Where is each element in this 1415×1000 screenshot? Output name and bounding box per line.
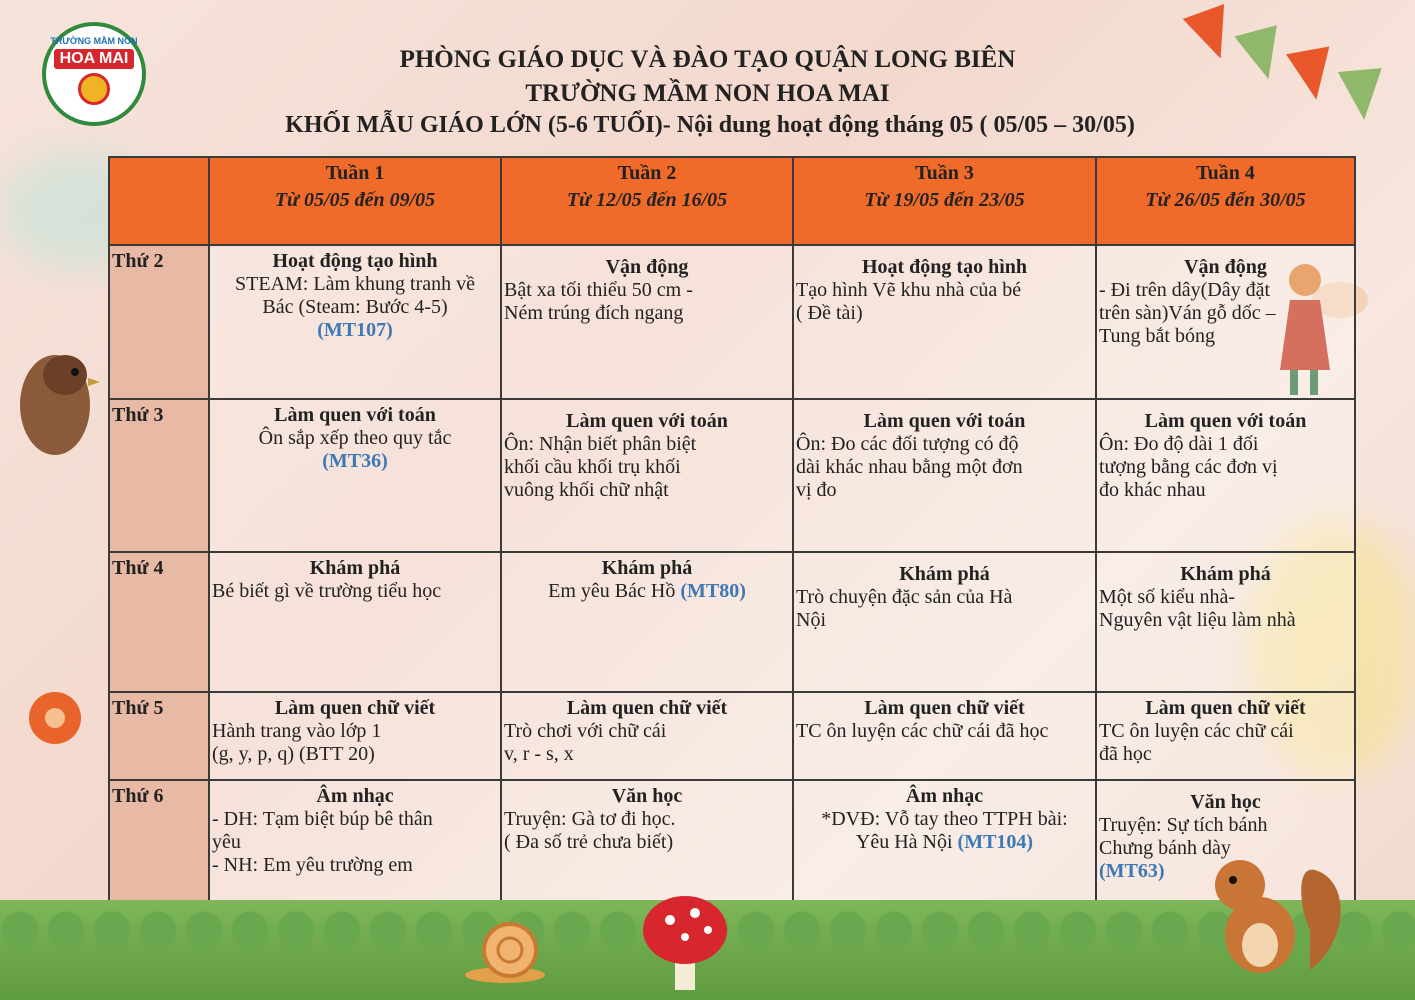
day-label: Thứ 4 xyxy=(109,552,209,692)
goal-code: (MT104) xyxy=(957,831,1034,853)
week-header: Tuần 2 Từ 12/05 đến 16/05 xyxy=(501,157,793,245)
table-row xyxy=(109,552,1355,692)
activity-cell: Làm quen chữ viết Hành trang vào lớp 1 (g, y, p, q) (BTT 20) xyxy=(209,692,501,780)
table-row xyxy=(109,245,1355,399)
activity-cell: Âm nhạc *DVĐ: Vỗ tay theo TTPH bài: Yêu Hà Nội (MT104) xyxy=(793,780,1096,932)
activity-cell: Làm quen chữ viết TC ôn luyện các chữ cái đã học xyxy=(1096,692,1355,780)
activity-cell: Làm quen với toán Ôn: Đo các đối tượng có độ dài khác nhau bằng một đơn vị đo xyxy=(793,399,1096,552)
activity-cell: Khám phá Em yêu Bác Hồ (MT80) xyxy=(501,552,793,692)
activity-cell: Làm quen với toán Ôn: Nhận biết phân biệt khối cầu khối trụ khối vuông khối chữ nhật xyxy=(501,399,793,552)
activity-cell: Vận động Bật xa tối thiểu 50 cm - Ném trúng đích ngang xyxy=(501,245,793,399)
header-line-3: KHỐI MẪU GIÁO LỚN (5-6 TUỔI)- Nội dung hoạt động tháng 05 ( 05/05 – 30/05) xyxy=(285,112,1135,138)
activity-cell: Văn học Truyện: Sự tích bánh Chưng bánh dày (MT63) xyxy=(1096,780,1355,932)
schedule-table xyxy=(108,156,1356,933)
activity-cell: Làm quen với toán Ôn sắp xếp theo quy tắc (MT36) xyxy=(209,399,501,552)
header-line-1: PHÒNG GIÁO DỤC VÀ ĐÀO TẠO QUẬN LONG BIÊN xyxy=(399,46,1016,73)
school-logo xyxy=(42,22,146,126)
activity-cell: Làm quen chữ viết TC ôn luyện các chữ cái đã học xyxy=(793,692,1096,780)
day-label: Thứ 2 xyxy=(109,245,209,399)
week-header-row xyxy=(109,157,1355,245)
snail-icon xyxy=(460,905,550,985)
activity-cell: Âm nhạc - DH: Tạm biệt búp bê thân yêu - NH: Em yêu trường em xyxy=(209,780,501,932)
activity-cell: Khám phá Trò chuyện đặc sản của Hà Nội xyxy=(793,552,1096,692)
week-header: Tuần 4 Từ 26/05 đến 30/05 xyxy=(1096,157,1355,245)
week-header: Tuần 1 Từ 05/05 đến 09/05 xyxy=(209,157,501,245)
header-line-2: TRƯỜNG MẦM NON HOA MAI xyxy=(525,80,890,107)
table-row xyxy=(109,692,1355,780)
activity-cell: Hoạt động tạo hình STEAM: Làm khung tranh về Bác (Steam: Bước 4-5) (MT107) xyxy=(209,245,501,399)
week-header: Tuần 3 Từ 19/05 đến 23/05 xyxy=(793,157,1096,245)
activity-cell: Khám phá Bé biết gì về trường tiểu học xyxy=(209,552,501,692)
goal-code: (MT63) xyxy=(1099,860,1165,882)
activity-cell: Văn học Truyện: Gà tơ đi học. ( Đa số trẻ chưa biết) xyxy=(501,780,793,932)
mushroom-icon xyxy=(640,885,730,995)
table-row xyxy=(109,399,1355,552)
logo-name: HOA MAI xyxy=(54,49,135,69)
activity-cell: Làm quen với toán Ôn: Đo độ dài 1 đối tượng bằng các đơn vị đo khác nhau xyxy=(1096,399,1355,552)
flower-icon xyxy=(25,688,85,748)
day-label: Thứ 3 xyxy=(109,399,209,552)
goal-code: (MT80) xyxy=(680,580,746,602)
bird-icon xyxy=(0,330,100,480)
activity-cell: Vận động - Đi trên dây(Dây đặt trên sàn)Ván gỗ dốc – Tung bắt bóng xyxy=(1096,245,1355,399)
activity-cell: Khám phá Một số kiểu nhà- Nguyên vật liệu làm nhà xyxy=(1096,552,1355,692)
squirrel-icon xyxy=(1200,840,1350,980)
logo-ring-text: TRƯỜNG MẦM NON xyxy=(50,36,138,46)
goal-code: (MT36) xyxy=(322,450,388,472)
activity-cell: Hoạt động tạo hình Tạo hình Vẽ khu nhà của bé ( Đề tài) xyxy=(793,245,1096,399)
activity-cell: Làm quen chữ viết Trò chơi với chữ cái v, r - s, x xyxy=(501,692,793,780)
corner-cell xyxy=(109,157,209,245)
day-label: Thứ 5 xyxy=(109,692,209,780)
day-label: Thứ 6 xyxy=(109,780,209,932)
goal-code: (MT107) xyxy=(317,319,393,341)
